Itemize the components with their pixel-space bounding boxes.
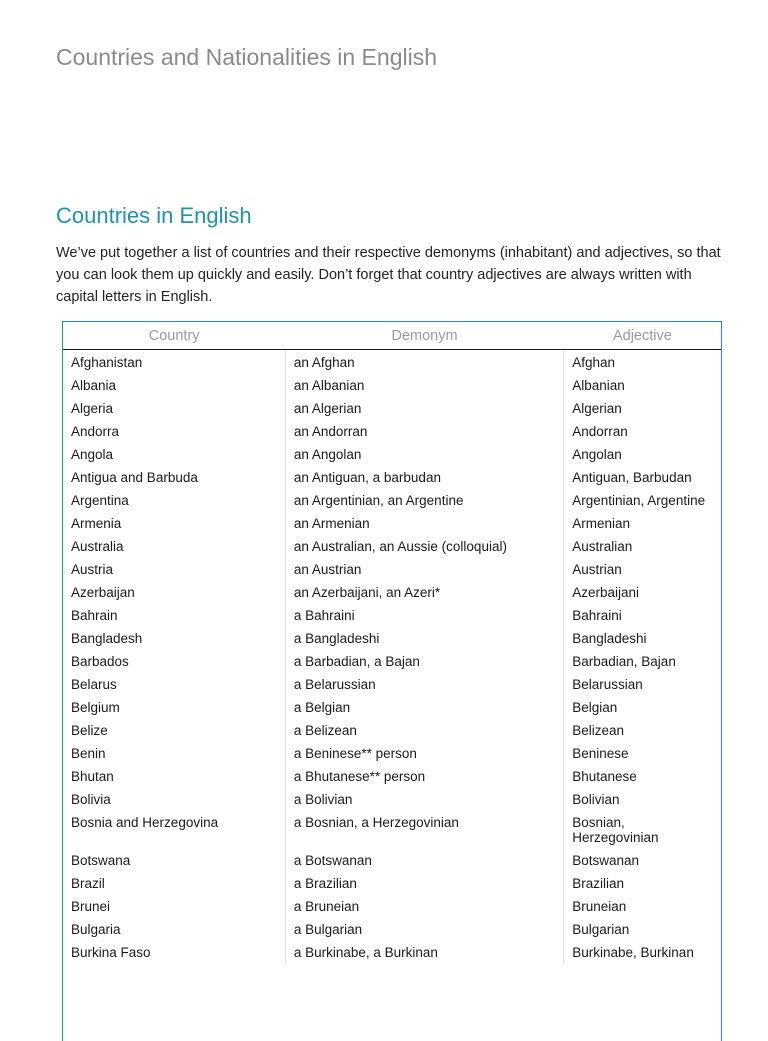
cell-country: Belgium [63, 696, 285, 719]
cell-demonym: an Argentinian, an Argentine [285, 489, 563, 512]
cell-country: Andorra [63, 420, 285, 443]
table-row [63, 696, 721, 719]
cell-demonym: an Afghan [285, 350, 563, 375]
cell-demonym: an Albanian [285, 374, 563, 397]
cell-adjective: Australian [572, 539, 633, 554]
cell-adjective: Barbadian, Bajan [572, 654, 676, 669]
table-row [63, 895, 721, 918]
section-heading: Countries in English [56, 203, 252, 228]
cell-country: Brazil [63, 872, 285, 895]
cell-demonym: a Bulgarian [285, 918, 563, 941]
cell-adjective: Bulgarian [572, 922, 630, 937]
cell-country: Brunei [63, 895, 285, 918]
cell-country: Argentina [63, 489, 285, 512]
cell-country: Botswana [63, 849, 285, 872]
cell-country: Antigua and Barbuda [63, 466, 285, 489]
cell-country: Armenia [63, 512, 285, 535]
cell-adjective: Austrian [572, 562, 622, 577]
cell-demonym: a Belizean [285, 719, 563, 742]
table-row [63, 535, 721, 558]
cell-adjective: Andorran [572, 424, 628, 439]
table-row [63, 604, 721, 627]
cell-adjective: Algerian [572, 401, 622, 416]
cell-country: Belarus [63, 673, 285, 696]
cell-adjective: Angolan [572, 447, 622, 462]
table-row [63, 350, 721, 375]
cell-demonym: a Belarussian [285, 673, 563, 696]
table-row [63, 627, 721, 650]
table-row [63, 466, 721, 489]
table-row [63, 872, 721, 895]
table-body [63, 350, 721, 965]
cell-demonym: an Angolan [285, 443, 563, 466]
table-row [63, 673, 721, 696]
cell-demonym: a Bangladeshi [285, 627, 563, 650]
cell-country: Bolivia [63, 788, 285, 811]
cell-country: Algeria [63, 397, 285, 420]
header-demonym: Demonym [285, 322, 563, 350]
table-row [63, 742, 721, 765]
cell-demonym: an Austrian [285, 558, 563, 581]
cell-country: Azerbaijan [63, 581, 285, 604]
table-row [63, 918, 721, 941]
cell-demonym: a Brazilian [285, 872, 563, 895]
cell-country: Benin [63, 742, 285, 765]
cell-country: Barbados [63, 650, 285, 673]
cell-adjective: Belizean [572, 723, 625, 738]
cell-adjective: Albanian [572, 378, 625, 393]
cell-adjective: Burkinabe, Burkinan [572, 945, 694, 960]
cell-adjective: Afghan [572, 355, 616, 370]
table-row [63, 397, 721, 420]
table-header-row [63, 322, 721, 350]
table-row [63, 581, 721, 604]
document-title: Countries and Nationalities in English [56, 44, 437, 70]
cell-adjective: Belgian [572, 700, 618, 715]
cell-adjective: Bolivian [572, 792, 620, 807]
header-country: Country [63, 322, 285, 350]
cell-demonym: a Bosnian, a Herzegovinian [285, 811, 563, 849]
cell-demonym: a Beninese** person [285, 742, 563, 765]
header-adjective: Adjective [564, 322, 721, 350]
cell-adjective: Bruneian [572, 899, 627, 914]
cell-adjective: Brazilian [572, 876, 625, 891]
cell-country: Burkina Faso [63, 941, 285, 964]
cell-adjective: Belarussian [572, 677, 643, 692]
cell-adjective: Armenian [572, 516, 631, 531]
cell-demonym: an Azerbaijani, an Azeri* [285, 581, 563, 604]
cell-demonym: a Bhutanese** person [285, 765, 563, 788]
cell-adjective: Bahraini [572, 608, 622, 623]
table-row [63, 650, 721, 673]
cell-country: Angola [63, 443, 285, 466]
cell-country: Austria [63, 558, 285, 581]
cell-country: Bulgaria [63, 918, 285, 941]
cell-demonym: an Armenian [285, 512, 563, 535]
cell-adjective: Bhutanese [572, 769, 637, 784]
countries-table [63, 322, 721, 964]
table-row [63, 420, 721, 443]
cell-country: Albania [63, 374, 285, 397]
table-row [63, 719, 721, 742]
cell-demonym: a Bahraini [285, 604, 563, 627]
table-row [63, 443, 721, 466]
cell-country: Bosnia and Herzegovina [63, 811, 285, 849]
table-row [63, 811, 721, 849]
cell-demonym: an Algerian [285, 397, 563, 420]
cell-country: Bahrain [63, 604, 285, 627]
cell-demonym: a Bolivian [285, 788, 563, 811]
table-row [63, 765, 721, 788]
table-row [63, 788, 721, 811]
cell-demonym: an Andorran [285, 420, 563, 443]
cell-demonym: a Burkinabe, a Burkinan [285, 941, 563, 964]
intro-paragraph: We’ve put together a list of countries and their respective demonyms (inhabitant) and adjectives, so that you can look them up quickly and easily. Don’t forget that country adjectives are always written with capital letters in English. [56, 245, 721, 305]
table-row [63, 941, 721, 964]
table-row [63, 374, 721, 397]
cell-country: Bhutan [63, 765, 285, 788]
cell-adjective: Argentinian, Argentine [572, 493, 706, 508]
cell-adjective: Beninese [572, 746, 629, 761]
cell-adjective: Azerbaijani [572, 585, 640, 600]
countries-table-frame [62, 321, 722, 1041]
cell-adjective: Botswanan [572, 853, 640, 868]
cell-demonym: a Bruneian [285, 895, 563, 918]
cell-demonym: an Australian, an Aussie (colloquial) [285, 535, 563, 558]
cell-country: Australia [63, 535, 285, 558]
table-row [63, 849, 721, 872]
cell-adjective: Bangladeshi [572, 631, 647, 646]
cell-demonym: an Antiguan, a barbudan [285, 466, 563, 489]
cell-country: Belize [63, 719, 285, 742]
cell-demonym: a Belgian [285, 696, 563, 719]
cell-country: Afghanistan [63, 350, 285, 375]
cell-adjective: Bosnian, Herzegovinian [572, 815, 659, 845]
cell-demonym: a Barbadian, a Bajan [285, 650, 563, 673]
table-row [63, 558, 721, 581]
cell-adjective: Antiguan, Barbudan [572, 470, 692, 485]
table-row [63, 489, 721, 512]
cell-demonym: a Botswanan [285, 849, 563, 872]
table-row [63, 512, 721, 535]
cell-country: Bangladesh [63, 627, 285, 650]
